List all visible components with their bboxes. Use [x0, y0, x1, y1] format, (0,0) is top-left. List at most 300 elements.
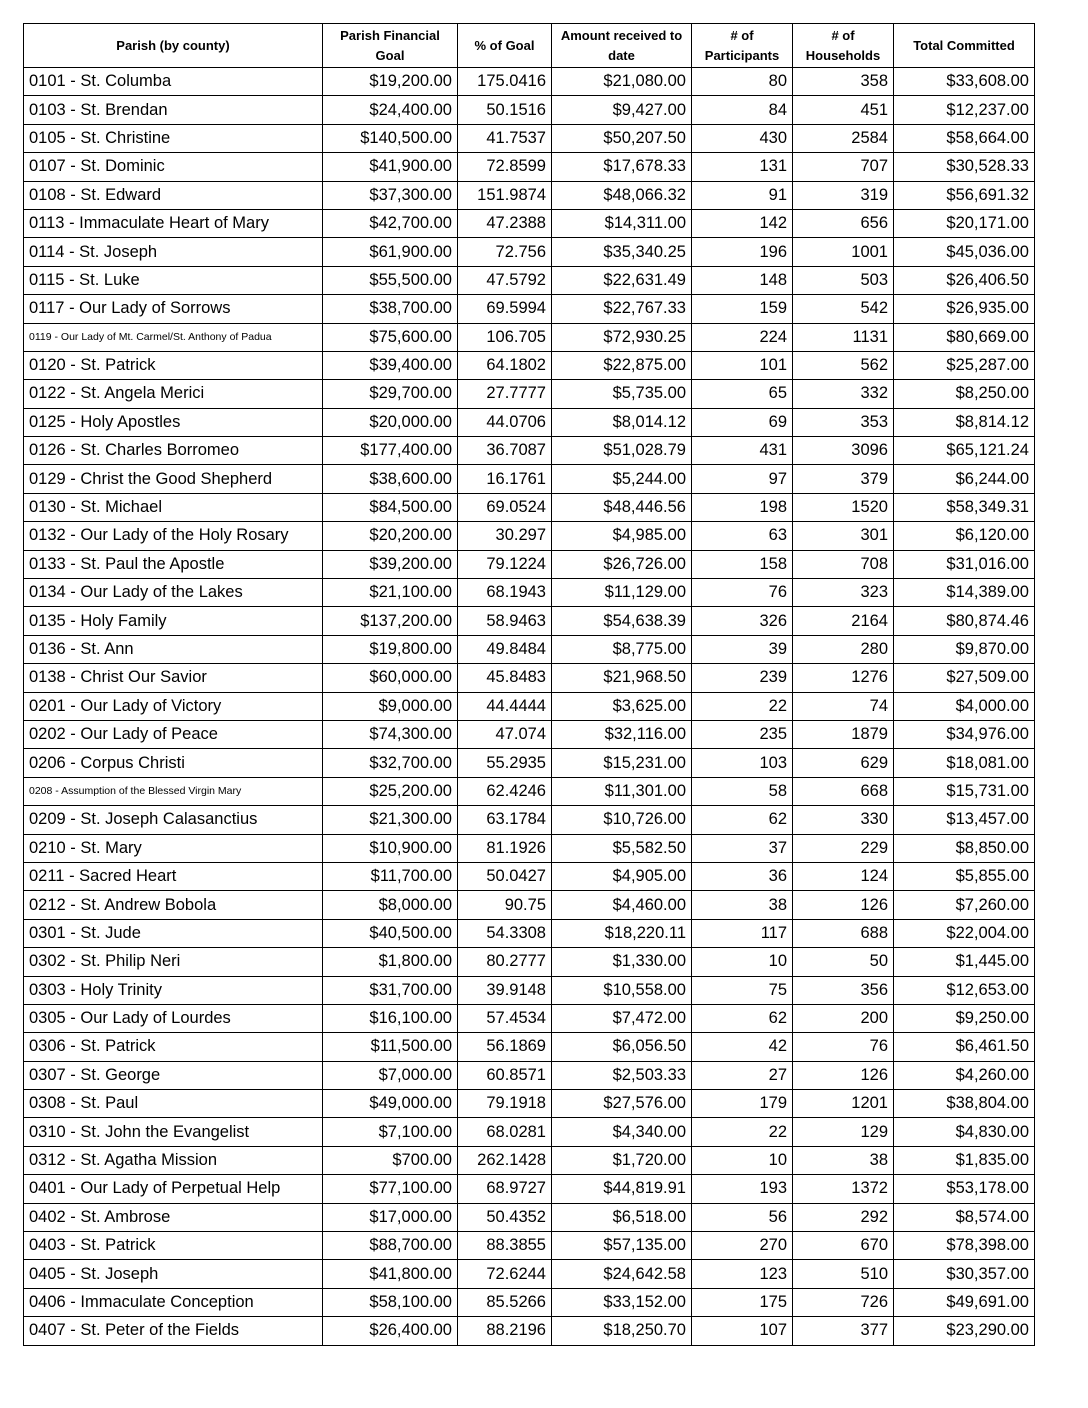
table-row	[24, 1260, 1035, 1288]
households-cell: 353	[793, 408, 894, 436]
table-row	[24, 635, 1035, 663]
committed-cell: $26,406.50	[894, 266, 1035, 294]
received-cell: $1,330.00	[552, 948, 692, 976]
households-cell: 670	[793, 1232, 894, 1260]
participants-cell: 117	[692, 919, 793, 947]
parish-cell: 0210 - St. Mary	[24, 834, 323, 862]
table-row	[24, 1118, 1035, 1146]
received-cell: $57,135.00	[552, 1232, 692, 1260]
table-row	[24, 380, 1035, 408]
received-cell: $6,056.50	[552, 1033, 692, 1061]
percent-cell: 81.1926	[458, 834, 552, 862]
committed-cell: $80,874.46	[894, 607, 1035, 635]
percent-cell: 63.1784	[458, 806, 552, 834]
committed-cell: $65,121.24	[894, 437, 1035, 465]
parish-cell: 0402 - St. Ambrose	[24, 1203, 323, 1231]
households-cell: 129	[793, 1118, 894, 1146]
participants-cell: 196	[692, 238, 793, 266]
participants-cell: 84	[692, 96, 793, 124]
committed-cell: $14,389.00	[894, 579, 1035, 607]
participants-cell: 69	[692, 408, 793, 436]
committed-cell: $20,171.00	[894, 209, 1035, 237]
households-cell: 451	[793, 96, 894, 124]
parish-cell: 0134 - Our Lady of the Lakes	[24, 579, 323, 607]
households-cell: 292	[793, 1203, 894, 1231]
header-committed: Total Committed	[894, 24, 1035, 68]
goal-cell: $32,700.00	[323, 749, 458, 777]
table-row	[24, 1232, 1035, 1260]
goal-cell: $74,300.00	[323, 720, 458, 748]
parish-cell: 0206 - Corpus Christi	[24, 749, 323, 777]
received-cell: $33,152.00	[552, 1288, 692, 1316]
header-parish: Parish (by county)	[24, 24, 323, 68]
committed-cell: $23,290.00	[894, 1317, 1035, 1345]
table-row	[24, 1203, 1035, 1231]
participants-cell: 179	[692, 1090, 793, 1118]
parish-cell: 0312 - St. Agatha Mission	[24, 1146, 323, 1174]
households-cell: 301	[793, 522, 894, 550]
table-row	[24, 408, 1035, 436]
parish-cell: 0212 - St. Andrew Bobola	[24, 891, 323, 919]
table-row	[24, 351, 1035, 379]
participants-cell: 148	[692, 266, 793, 294]
households-cell: 688	[793, 919, 894, 947]
committed-cell: $26,935.00	[894, 295, 1035, 323]
header-participants: # of Participants	[692, 24, 793, 68]
participants-cell: 91	[692, 181, 793, 209]
goal-cell: $38,700.00	[323, 295, 458, 323]
households-cell: 124	[793, 862, 894, 890]
households-cell: 503	[793, 266, 894, 294]
households-cell: 280	[793, 635, 894, 663]
received-cell: $18,250.70	[552, 1317, 692, 1345]
households-cell: 510	[793, 1260, 894, 1288]
parish-cell: 0130 - St. Michael	[24, 493, 323, 521]
table-row	[24, 437, 1035, 465]
households-cell: 707	[793, 153, 894, 181]
parish-cell: 0133 - St. Paul the Apostle	[24, 550, 323, 578]
received-cell: $27,576.00	[552, 1090, 692, 1118]
received-cell: $5,735.00	[552, 380, 692, 408]
participants-cell: 159	[692, 295, 793, 323]
participants-cell: 97	[692, 465, 793, 493]
households-cell: 332	[793, 380, 894, 408]
goal-cell: $19,200.00	[323, 68, 458, 96]
percent-cell: 68.0281	[458, 1118, 552, 1146]
goal-cell: $77,100.00	[323, 1175, 458, 1203]
committed-cell: $34,976.00	[894, 720, 1035, 748]
table-row	[24, 806, 1035, 834]
received-cell: $7,472.00	[552, 1004, 692, 1032]
participants-cell: 10	[692, 948, 793, 976]
households-cell: 1131	[793, 323, 894, 351]
parish-cell: 0405 - St. Joseph	[24, 1260, 323, 1288]
percent-cell: 106.705	[458, 323, 552, 351]
received-cell: $32,116.00	[552, 720, 692, 748]
goal-cell: $55,500.00	[323, 266, 458, 294]
committed-cell: $25,287.00	[894, 351, 1035, 379]
goal-cell: $8,000.00	[323, 891, 458, 919]
participants-cell: 56	[692, 1203, 793, 1231]
participants-cell: 193	[692, 1175, 793, 1203]
table-row	[24, 607, 1035, 635]
goal-cell: $42,700.00	[323, 209, 458, 237]
committed-cell: $12,653.00	[894, 976, 1035, 1004]
header-goal: Parish Financial Goal	[323, 24, 458, 68]
received-cell: $4,905.00	[552, 862, 692, 890]
goal-cell: $10,900.00	[323, 834, 458, 862]
households-cell: 1520	[793, 493, 894, 521]
goal-cell: $61,900.00	[323, 238, 458, 266]
percent-cell: 90.75	[458, 891, 552, 919]
goal-cell: $40,500.00	[323, 919, 458, 947]
committed-cell: $4,000.00	[894, 692, 1035, 720]
participants-cell: 63	[692, 522, 793, 550]
goal-cell: $58,100.00	[323, 1288, 458, 1316]
percent-cell: 69.5994	[458, 295, 552, 323]
parish-cell: 0108 - St. Edward	[24, 181, 323, 209]
received-cell: $35,340.25	[552, 238, 692, 266]
percent-cell: 88.2196	[458, 1317, 552, 1345]
participants-cell: 62	[692, 1004, 793, 1032]
parish-cell: 0115 - St. Luke	[24, 266, 323, 294]
received-cell: $17,678.33	[552, 153, 692, 181]
received-cell: $54,638.39	[552, 607, 692, 635]
households-cell: 229	[793, 834, 894, 862]
parish-cell: 0105 - St. Christine	[24, 124, 323, 152]
percent-cell: 55.2935	[458, 749, 552, 777]
table-row	[24, 862, 1035, 890]
received-cell: $4,985.00	[552, 522, 692, 550]
parish-cell: 0129 - Christ the Good Shepherd	[24, 465, 323, 493]
table-row	[24, 976, 1035, 1004]
households-cell: 1372	[793, 1175, 894, 1203]
participants-cell: 158	[692, 550, 793, 578]
percent-cell: 41.7537	[458, 124, 552, 152]
goal-cell: $11,500.00	[323, 1033, 458, 1061]
participants-cell: 27	[692, 1061, 793, 1089]
percent-cell: 175.0416	[458, 68, 552, 96]
parish-cell: 0136 - St. Ann	[24, 635, 323, 663]
committed-cell: $4,830.00	[894, 1118, 1035, 1146]
received-cell: $1,720.00	[552, 1146, 692, 1174]
percent-cell: 72.8599	[458, 153, 552, 181]
percent-cell: 79.1918	[458, 1090, 552, 1118]
participants-cell: 62	[692, 806, 793, 834]
committed-cell: $33,608.00	[894, 68, 1035, 96]
received-cell: $18,220.11	[552, 919, 692, 947]
participants-cell: 10	[692, 1146, 793, 1174]
participants-cell: 101	[692, 351, 793, 379]
households-cell: 50	[793, 948, 894, 976]
percent-cell: 72.6244	[458, 1260, 552, 1288]
percent-cell: 27.7777	[458, 380, 552, 408]
received-cell: $10,558.00	[552, 976, 692, 1004]
goal-cell: $24,400.00	[323, 96, 458, 124]
parish-cell: 0135 - Holy Family	[24, 607, 323, 635]
table-header	[24, 24, 1035, 68]
table-row	[24, 720, 1035, 748]
parish-cell: 0117 - Our Lady of Sorrows	[24, 295, 323, 323]
households-cell: 629	[793, 749, 894, 777]
committed-cell: $7,260.00	[894, 891, 1035, 919]
committed-cell: $6,120.00	[894, 522, 1035, 550]
goal-cell: $19,800.00	[323, 635, 458, 663]
participants-cell: 42	[692, 1033, 793, 1061]
percent-cell: 69.0524	[458, 493, 552, 521]
table-row	[24, 522, 1035, 550]
goal-cell: $60,000.00	[323, 664, 458, 692]
participants-cell: 36	[692, 862, 793, 890]
parish-cell: 0103 - St. Brendan	[24, 96, 323, 124]
participants-cell: 103	[692, 749, 793, 777]
received-cell: $24,642.58	[552, 1260, 692, 1288]
goal-cell: $39,200.00	[323, 550, 458, 578]
goal-cell: $31,700.00	[323, 976, 458, 1004]
parish-cell: 0114 - St. Joseph	[24, 238, 323, 266]
received-cell: $11,129.00	[552, 579, 692, 607]
table-row	[24, 124, 1035, 152]
participants-cell: 22	[692, 1118, 793, 1146]
received-cell: $48,446.56	[552, 493, 692, 521]
households-cell: 726	[793, 1288, 894, 1316]
participants-cell: 39	[692, 635, 793, 663]
received-cell: $51,028.79	[552, 437, 692, 465]
parish-cell: 0202 - Our Lady of Peace	[24, 720, 323, 748]
committed-cell: $6,461.50	[894, 1033, 1035, 1061]
table-row	[24, 1175, 1035, 1203]
committed-cell: $58,664.00	[894, 124, 1035, 152]
households-cell: 74	[793, 692, 894, 720]
percent-cell: 50.4352	[458, 1203, 552, 1231]
table-row	[24, 550, 1035, 578]
committed-cell: $56,691.32	[894, 181, 1035, 209]
percent-cell: 80.2777	[458, 948, 552, 976]
households-cell: 3096	[793, 437, 894, 465]
table-row	[24, 1033, 1035, 1061]
goal-cell: $140,500.00	[323, 124, 458, 152]
table-row	[24, 1090, 1035, 1118]
goal-cell: $37,300.00	[323, 181, 458, 209]
header-row	[24, 24, 1035, 68]
parish-cell: 0211 - Sacred Heart	[24, 862, 323, 890]
percent-cell: 79.1224	[458, 550, 552, 578]
received-cell: $72,930.25	[552, 323, 692, 351]
participants-cell: 80	[692, 68, 793, 96]
participants-cell: 131	[692, 153, 793, 181]
table-row	[24, 295, 1035, 323]
received-cell: $8,775.00	[552, 635, 692, 663]
households-cell: 200	[793, 1004, 894, 1032]
parish-cell: 0125 - Holy Apostles	[24, 408, 323, 436]
parish-cell: 0307 - St. George	[24, 1061, 323, 1089]
participants-cell: 175	[692, 1288, 793, 1316]
parish-cell: 0401 - Our Lady of Perpetual Help	[24, 1175, 323, 1203]
received-cell: $4,460.00	[552, 891, 692, 919]
goal-cell: $88,700.00	[323, 1232, 458, 1260]
committed-cell: $8,850.00	[894, 834, 1035, 862]
households-cell: 656	[793, 209, 894, 237]
committed-cell: $27,509.00	[894, 664, 1035, 692]
committed-cell: $53,178.00	[894, 1175, 1035, 1203]
percent-cell: 45.8483	[458, 664, 552, 692]
table-row	[24, 465, 1035, 493]
committed-cell: $9,250.00	[894, 1004, 1035, 1032]
committed-cell: $9,870.00	[894, 635, 1035, 663]
percent-cell: 68.9727	[458, 1175, 552, 1203]
committed-cell: $6,244.00	[894, 465, 1035, 493]
committed-cell: $5,855.00	[894, 862, 1035, 890]
goal-cell: $16,100.00	[323, 1004, 458, 1032]
received-cell: $48,066.32	[552, 181, 692, 209]
table-row	[24, 891, 1035, 919]
table-row	[24, 1146, 1035, 1174]
households-cell: 1276	[793, 664, 894, 692]
committed-cell: $8,814.12	[894, 408, 1035, 436]
parish-cell: 0120 - St. Patrick	[24, 351, 323, 379]
received-cell: $15,231.00	[552, 749, 692, 777]
goal-cell: $25,200.00	[323, 777, 458, 805]
goal-cell: $1,800.00	[323, 948, 458, 976]
participants-cell: 58	[692, 777, 793, 805]
goal-cell: $17,000.00	[323, 1203, 458, 1231]
table-row	[24, 664, 1035, 692]
participants-cell: 38	[692, 891, 793, 919]
participants-cell: 326	[692, 607, 793, 635]
percent-cell: 49.8484	[458, 635, 552, 663]
committed-cell: $18,081.00	[894, 749, 1035, 777]
households-cell: 542	[793, 295, 894, 323]
table-row	[24, 238, 1035, 266]
header-households: # of Households	[793, 24, 894, 68]
households-cell: 330	[793, 806, 894, 834]
households-cell: 562	[793, 351, 894, 379]
header-received: Amount received to date	[552, 24, 692, 68]
parish-cell: 0201 - Our Lady of Victory	[24, 692, 323, 720]
parish-cell: 0209 - St. Joseph Calasanctius	[24, 806, 323, 834]
parish-cell: 0119 - Our Lady of Mt. Carmel/St. Anthony of Padua	[24, 323, 323, 351]
percent-cell: 62.4246	[458, 777, 552, 805]
table-row	[24, 579, 1035, 607]
households-cell: 358	[793, 68, 894, 96]
participants-cell: 107	[692, 1317, 793, 1345]
received-cell: $22,631.49	[552, 266, 692, 294]
committed-cell: $78,398.00	[894, 1232, 1035, 1260]
goal-cell: $75,600.00	[323, 323, 458, 351]
percent-cell: 72.756	[458, 238, 552, 266]
received-cell: $5,582.50	[552, 834, 692, 862]
households-cell: 1879	[793, 720, 894, 748]
table-row	[24, 777, 1035, 805]
percent-cell: 47.5792	[458, 266, 552, 294]
table-row	[24, 692, 1035, 720]
received-cell: $2,503.33	[552, 1061, 692, 1089]
received-cell: $50,207.50	[552, 124, 692, 152]
committed-cell: $58,349.31	[894, 493, 1035, 521]
participants-cell: 75	[692, 976, 793, 1004]
goal-cell: $137,200.00	[323, 607, 458, 635]
percent-cell: 60.8571	[458, 1061, 552, 1089]
committed-cell: $22,004.00	[894, 919, 1035, 947]
percent-cell: 54.3308	[458, 919, 552, 947]
table-row	[24, 834, 1035, 862]
participants-cell: 430	[692, 124, 793, 152]
committed-cell: $30,528.33	[894, 153, 1035, 181]
goal-cell: $7,100.00	[323, 1118, 458, 1146]
goal-cell: $700.00	[323, 1146, 458, 1174]
parish-cell: 0407 - St. Peter of the Fields	[24, 1317, 323, 1345]
goal-cell: $11,700.00	[323, 862, 458, 890]
table-row	[24, 493, 1035, 521]
percent-cell: 16.1761	[458, 465, 552, 493]
parish-cell: 0403 - St. Patrick	[24, 1232, 323, 1260]
parish-cell: 0208 - Assumption of the Blessed Virgin Mary	[24, 777, 323, 805]
parish-table	[23, 23, 1035, 1346]
received-cell: $44,819.91	[552, 1175, 692, 1203]
table-row	[24, 181, 1035, 209]
households-cell: 377	[793, 1317, 894, 1345]
percent-cell: 64.1802	[458, 351, 552, 379]
committed-cell: $13,457.00	[894, 806, 1035, 834]
received-cell: $9,427.00	[552, 96, 692, 124]
goal-cell: $20,000.00	[323, 408, 458, 436]
households-cell: 2584	[793, 124, 894, 152]
households-cell: 76	[793, 1033, 894, 1061]
table-row	[24, 209, 1035, 237]
committed-cell: $80,669.00	[894, 323, 1035, 351]
parish-cell: 0138 - Christ Our Savior	[24, 664, 323, 692]
goal-cell: $9,000.00	[323, 692, 458, 720]
households-cell: 668	[793, 777, 894, 805]
households-cell: 356	[793, 976, 894, 1004]
percent-cell: 50.1516	[458, 96, 552, 124]
participants-cell: 431	[692, 437, 793, 465]
percent-cell: 44.4444	[458, 692, 552, 720]
percent-cell: 262.1428	[458, 1146, 552, 1174]
parish-cell: 0306 - St. Patrick	[24, 1033, 323, 1061]
parish-cell: 0126 - St. Charles Borromeo	[24, 437, 323, 465]
goal-cell: $39,400.00	[323, 351, 458, 379]
percent-cell: 85.5266	[458, 1288, 552, 1316]
received-cell: $4,340.00	[552, 1118, 692, 1146]
table-row	[24, 68, 1035, 96]
received-cell: $6,518.00	[552, 1203, 692, 1231]
goal-cell: $20,200.00	[323, 522, 458, 550]
percent-cell: 39.9148	[458, 976, 552, 1004]
goal-cell: $84,500.00	[323, 493, 458, 521]
goal-cell: $177,400.00	[323, 437, 458, 465]
households-cell: 323	[793, 579, 894, 607]
table-row	[24, 1061, 1035, 1089]
committed-cell: $49,691.00	[894, 1288, 1035, 1316]
table-row	[24, 919, 1035, 947]
committed-cell: $15,731.00	[894, 777, 1035, 805]
goal-cell: $41,900.00	[323, 153, 458, 181]
households-cell: 126	[793, 891, 894, 919]
parish-cell: 0107 - St. Dominic	[24, 153, 323, 181]
goal-cell: $38,600.00	[323, 465, 458, 493]
participants-cell: 123	[692, 1260, 793, 1288]
goal-cell: $29,700.00	[323, 380, 458, 408]
table-row	[24, 153, 1035, 181]
received-cell: $22,767.33	[552, 295, 692, 323]
percent-cell: 68.1943	[458, 579, 552, 607]
committed-cell: $45,036.00	[894, 238, 1035, 266]
table-row	[24, 1288, 1035, 1316]
table-row	[24, 1004, 1035, 1032]
households-cell: 379	[793, 465, 894, 493]
table-row	[24, 749, 1035, 777]
